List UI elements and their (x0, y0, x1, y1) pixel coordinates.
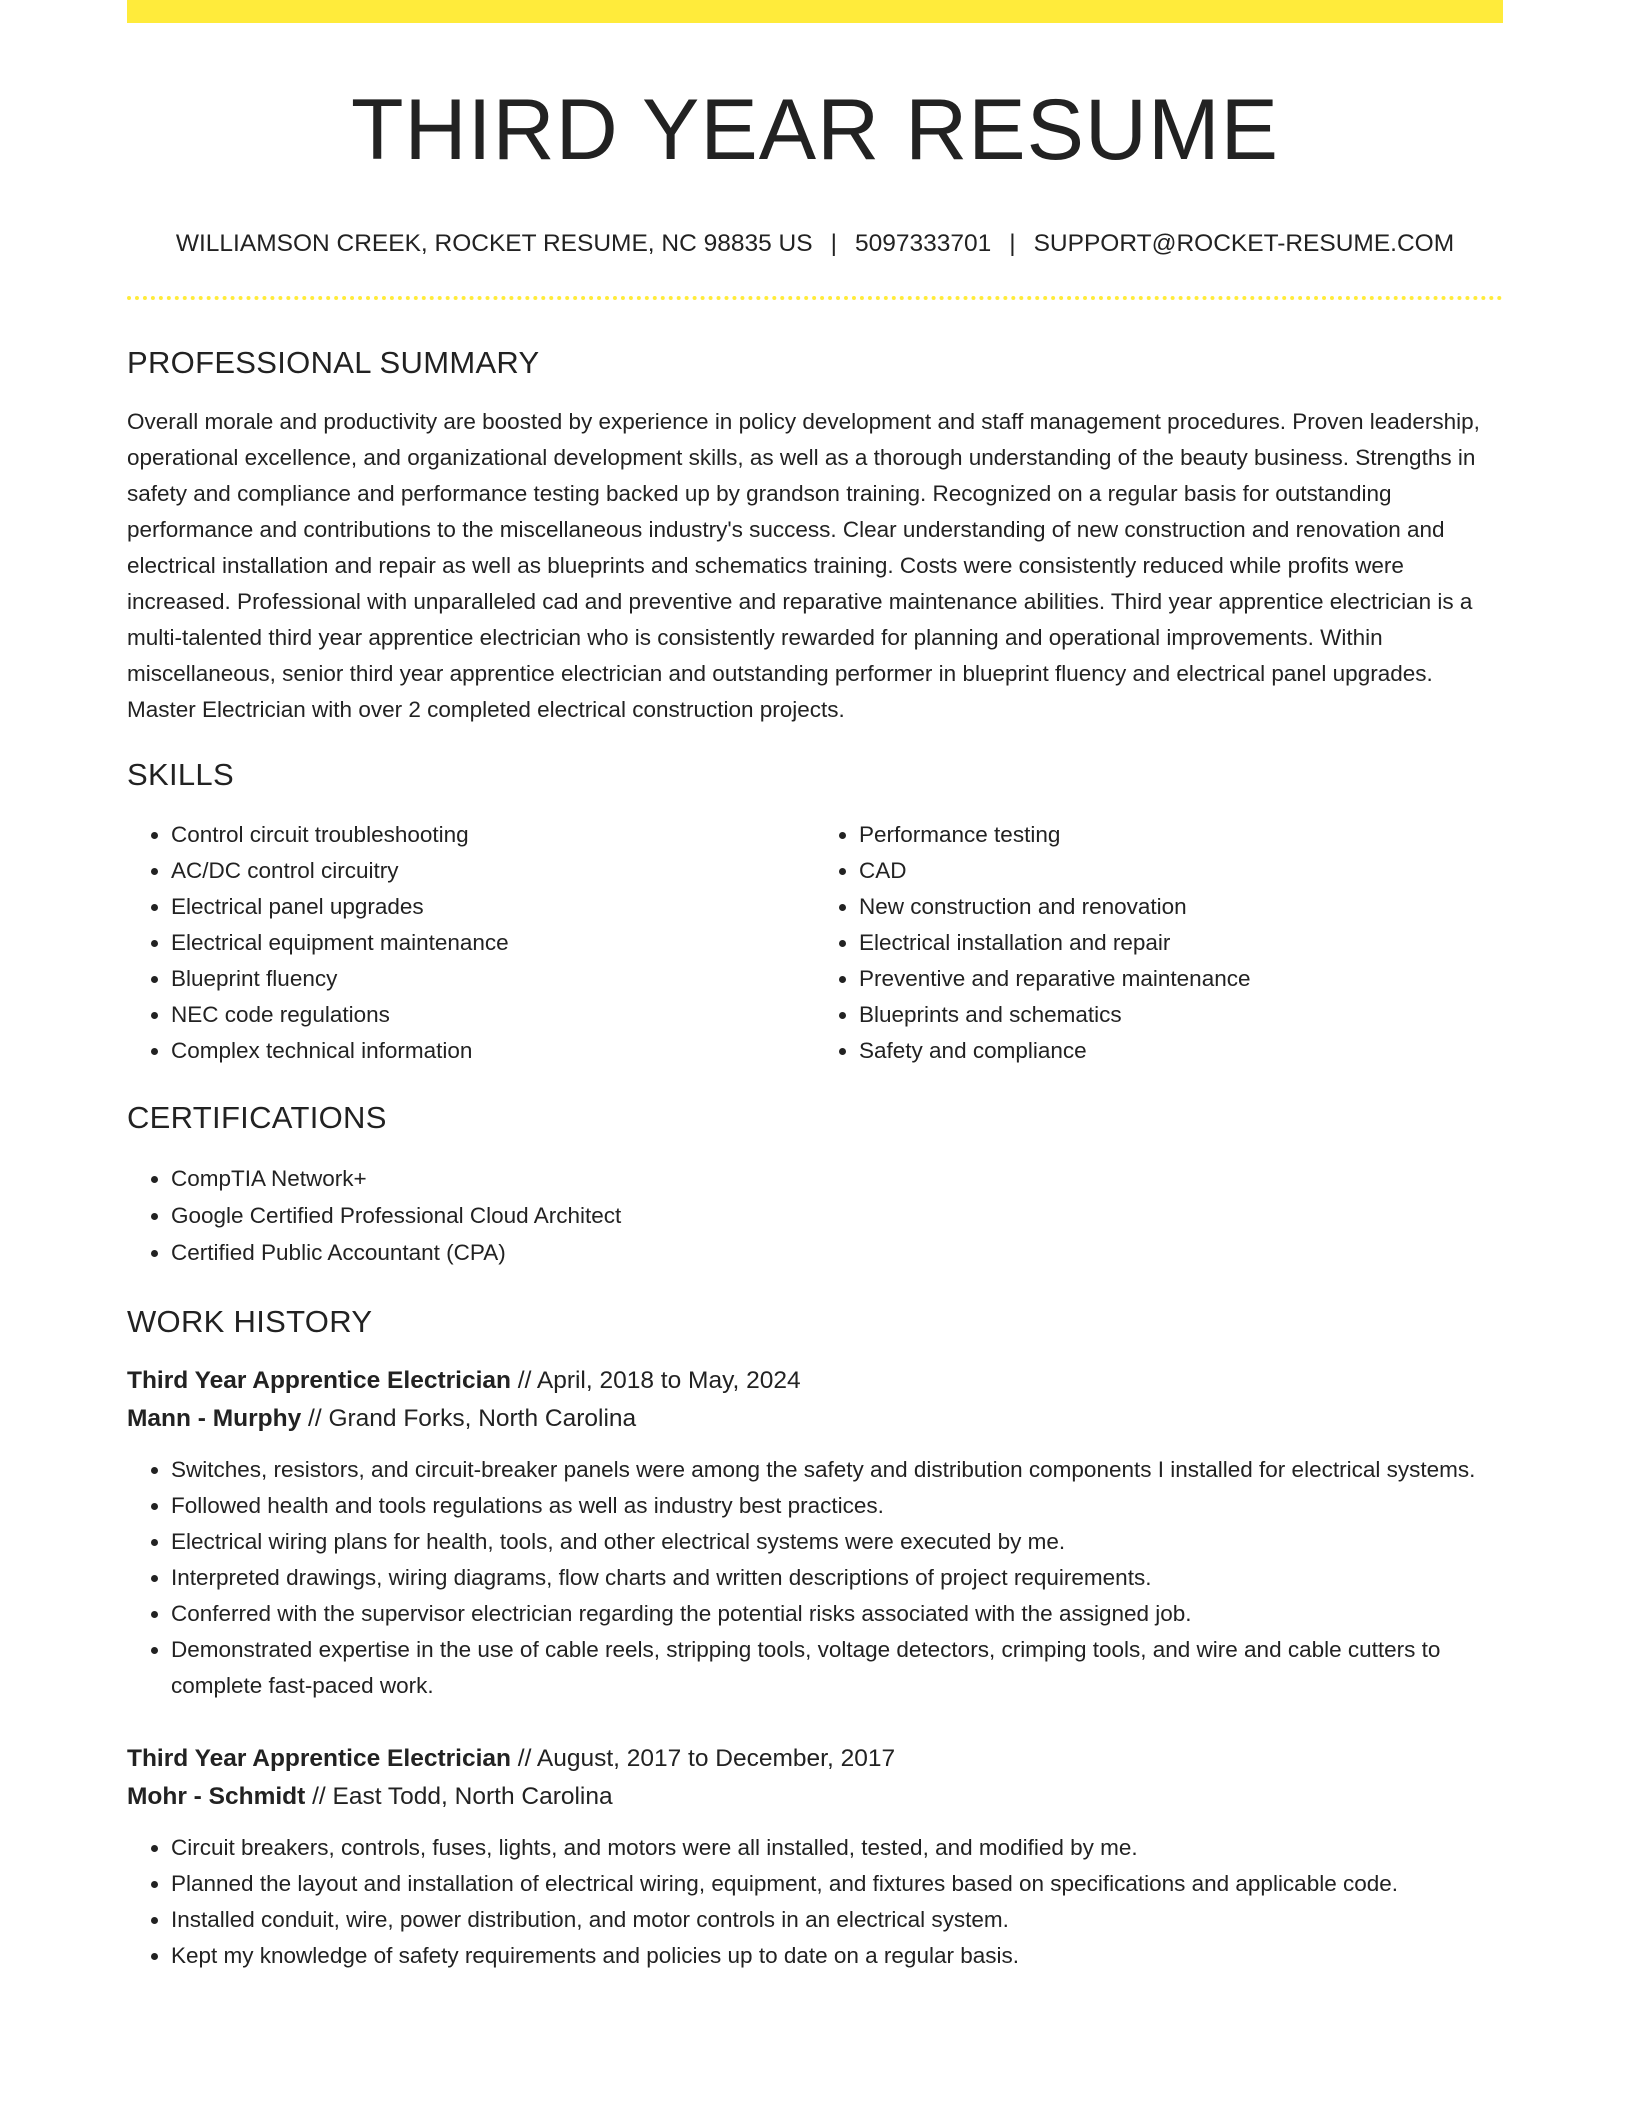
work-history-heading: WORK HISTORY (127, 1304, 373, 1339)
job-bullet: • Demonstrated expertise in the use of cable reels, stripping tools, voltage detectors, crimping tools, and wire and cable cutters to complete fast-paced work. (171, 1632, 1503, 1704)
skill-item: • Preventive and reparative maintenance (859, 961, 1503, 997)
certifications-heading: CERTIFICATIONS (127, 1099, 387, 1135)
skills-column-left (127, 817, 815, 1069)
skill-item: • Complex technical information (171, 1033, 815, 1069)
skills-grid (127, 817, 1503, 1069)
contact-separator: | (830, 229, 837, 257)
job-bullets (127, 1830, 1503, 1974)
job-title-line (127, 1362, 1503, 1400)
job-bullets (127, 1452, 1503, 1704)
job-bullet: • Interpreted drawings, wiring diagrams, flow charts and written descriptions of project requirements. (171, 1560, 1503, 1596)
contact-line (127, 228, 1503, 260)
dotted-divider (127, 296, 1503, 300)
job-company: Mann - Murphy (127, 1405, 302, 1433)
job-entry (127, 1740, 1503, 1974)
contact-separator: | (1009, 229, 1016, 257)
job-bullet: • Planned the layout and installation of electrical wiring, equipment, and fixtures based on specifications and applicable code. (171, 1866, 1503, 1902)
skill-item: • AC/DC control circuitry (171, 853, 815, 889)
job-bullet: • Switches, resistors, and circuit-breaker panels were among the safety and distribution components I installed for electrical systems. (171, 1452, 1503, 1488)
job-location: // East Todd, North Carolina (305, 1783, 613, 1811)
skills-heading: SKILLS (127, 756, 234, 792)
certification-item: • CompTIA Network+ (171, 1160, 1503, 1197)
job-bullet: • Circuit breakers, controls, fuses, lights, and motors were all installed, tested, and modified by me. (171, 1830, 1503, 1866)
skill-item: • Blueprint fluency (171, 961, 815, 997)
job-bullet: • Conferred with the supervisor electrician regarding the potential risks associated with the assigned job. (171, 1596, 1503, 1632)
contact-phone[interactable]: 5097333701 (854, 229, 992, 257)
job-dates: // April, 2018 to May, 2024 (510, 1367, 801, 1395)
skill-item: • Safety and compliance (859, 1033, 1503, 1069)
job-company: Mohr - Schmidt (127, 1783, 306, 1811)
skill-item: • Performance testing (859, 817, 1503, 853)
job-title: Third Year Apprentice Electrician (127, 1745, 511, 1773)
certification-item: • Certified Public Accountant (CPA) (171, 1234, 1503, 1271)
certification-item: • Google Certified Professional Cloud Architect (171, 1197, 1503, 1234)
skill-item: • New construction and renovation (859, 889, 1503, 925)
skills-column-right (815, 817, 1503, 1069)
job-entry (127, 1362, 1503, 1704)
skill-item: • Electrical equipment maintenance (171, 925, 815, 961)
contact-email[interactable]: SUPPORT@ROCKET-RESUME.COM (1033, 229, 1455, 257)
skill-item: • NEC code regulations (171, 997, 815, 1033)
job-location: // Grand Forks, North Carolina (301, 1405, 637, 1433)
job-company-line (127, 1778, 1503, 1816)
contact-address: WILLIAMSON CREEK, ROCKET RESUME, NC 98835 US (175, 229, 813, 257)
job-bullet: • Electrical wiring plans for health, tools, and other electrical systems were executed by me. (171, 1524, 1503, 1560)
job-bullet: • Installed conduit, wire, power distribution, and motor controls in an electrical system. (171, 1902, 1503, 1938)
resume-title: THIRD YEAR RESUME (350, 82, 1280, 178)
job-title: Third Year Apprentice Electrician (127, 1367, 511, 1395)
skill-item: • Control circuit troubleshooting (171, 817, 815, 853)
job-company-line (127, 1400, 1503, 1438)
job-title-line (127, 1740, 1503, 1778)
skill-item: • Blueprints and schematics (859, 997, 1503, 1033)
skill-item: • Electrical installation and repair (859, 925, 1503, 961)
certifications-list (127, 1160, 1503, 1271)
accent-top-bar (127, 0, 1503, 23)
summary-text: Overall morale and productivity are boosted by experience in policy development and staff management procedures. Proven leadership, operational excellence, and organizational development skills, as well as a thorough understanding of the beauty business. Strengths in safety and compliance and performance testing backed up by grandson training. Recognized on a regular basis for outstanding performance and contributions to the miscellaneous industry's success. Clear understanding of new construction and renovation and electrical installation and repair as well as blueprints and schematics training. Costs were consistently reduced while profits were increased. Professional with unparalleled cad and preventive and reparative maintenance abilities. Third year apprentice electrician is a multi-talented third year apprentice electrician who is consistently rewarded for planning and operational improvements. Within miscellaneous, senior third year apprentice electrician and outstanding performer in blueprint fluency and electrical panel upgrades. Master Electrician with over 2 completed electrical construction projects. (127, 408, 1480, 722)
job-dates: // August, 2017 to December, 2017 (510, 1745, 896, 1773)
skill-item: • Electrical panel upgrades (171, 889, 815, 925)
job-bullet: • Followed health and tools regulations as well as industry best practices. (171, 1488, 1503, 1524)
job-bullet: • Kept my knowledge of safety requirements and policies up to date on a regular basis. (171, 1938, 1503, 1974)
skills-list-left (127, 817, 815, 1069)
skills-list-right (815, 817, 1503, 1069)
summary-heading: PROFESSIONAL SUMMARY (127, 345, 540, 381)
resume-page (127, 0, 1503, 1974)
skill-item: • CAD (859, 853, 1503, 889)
